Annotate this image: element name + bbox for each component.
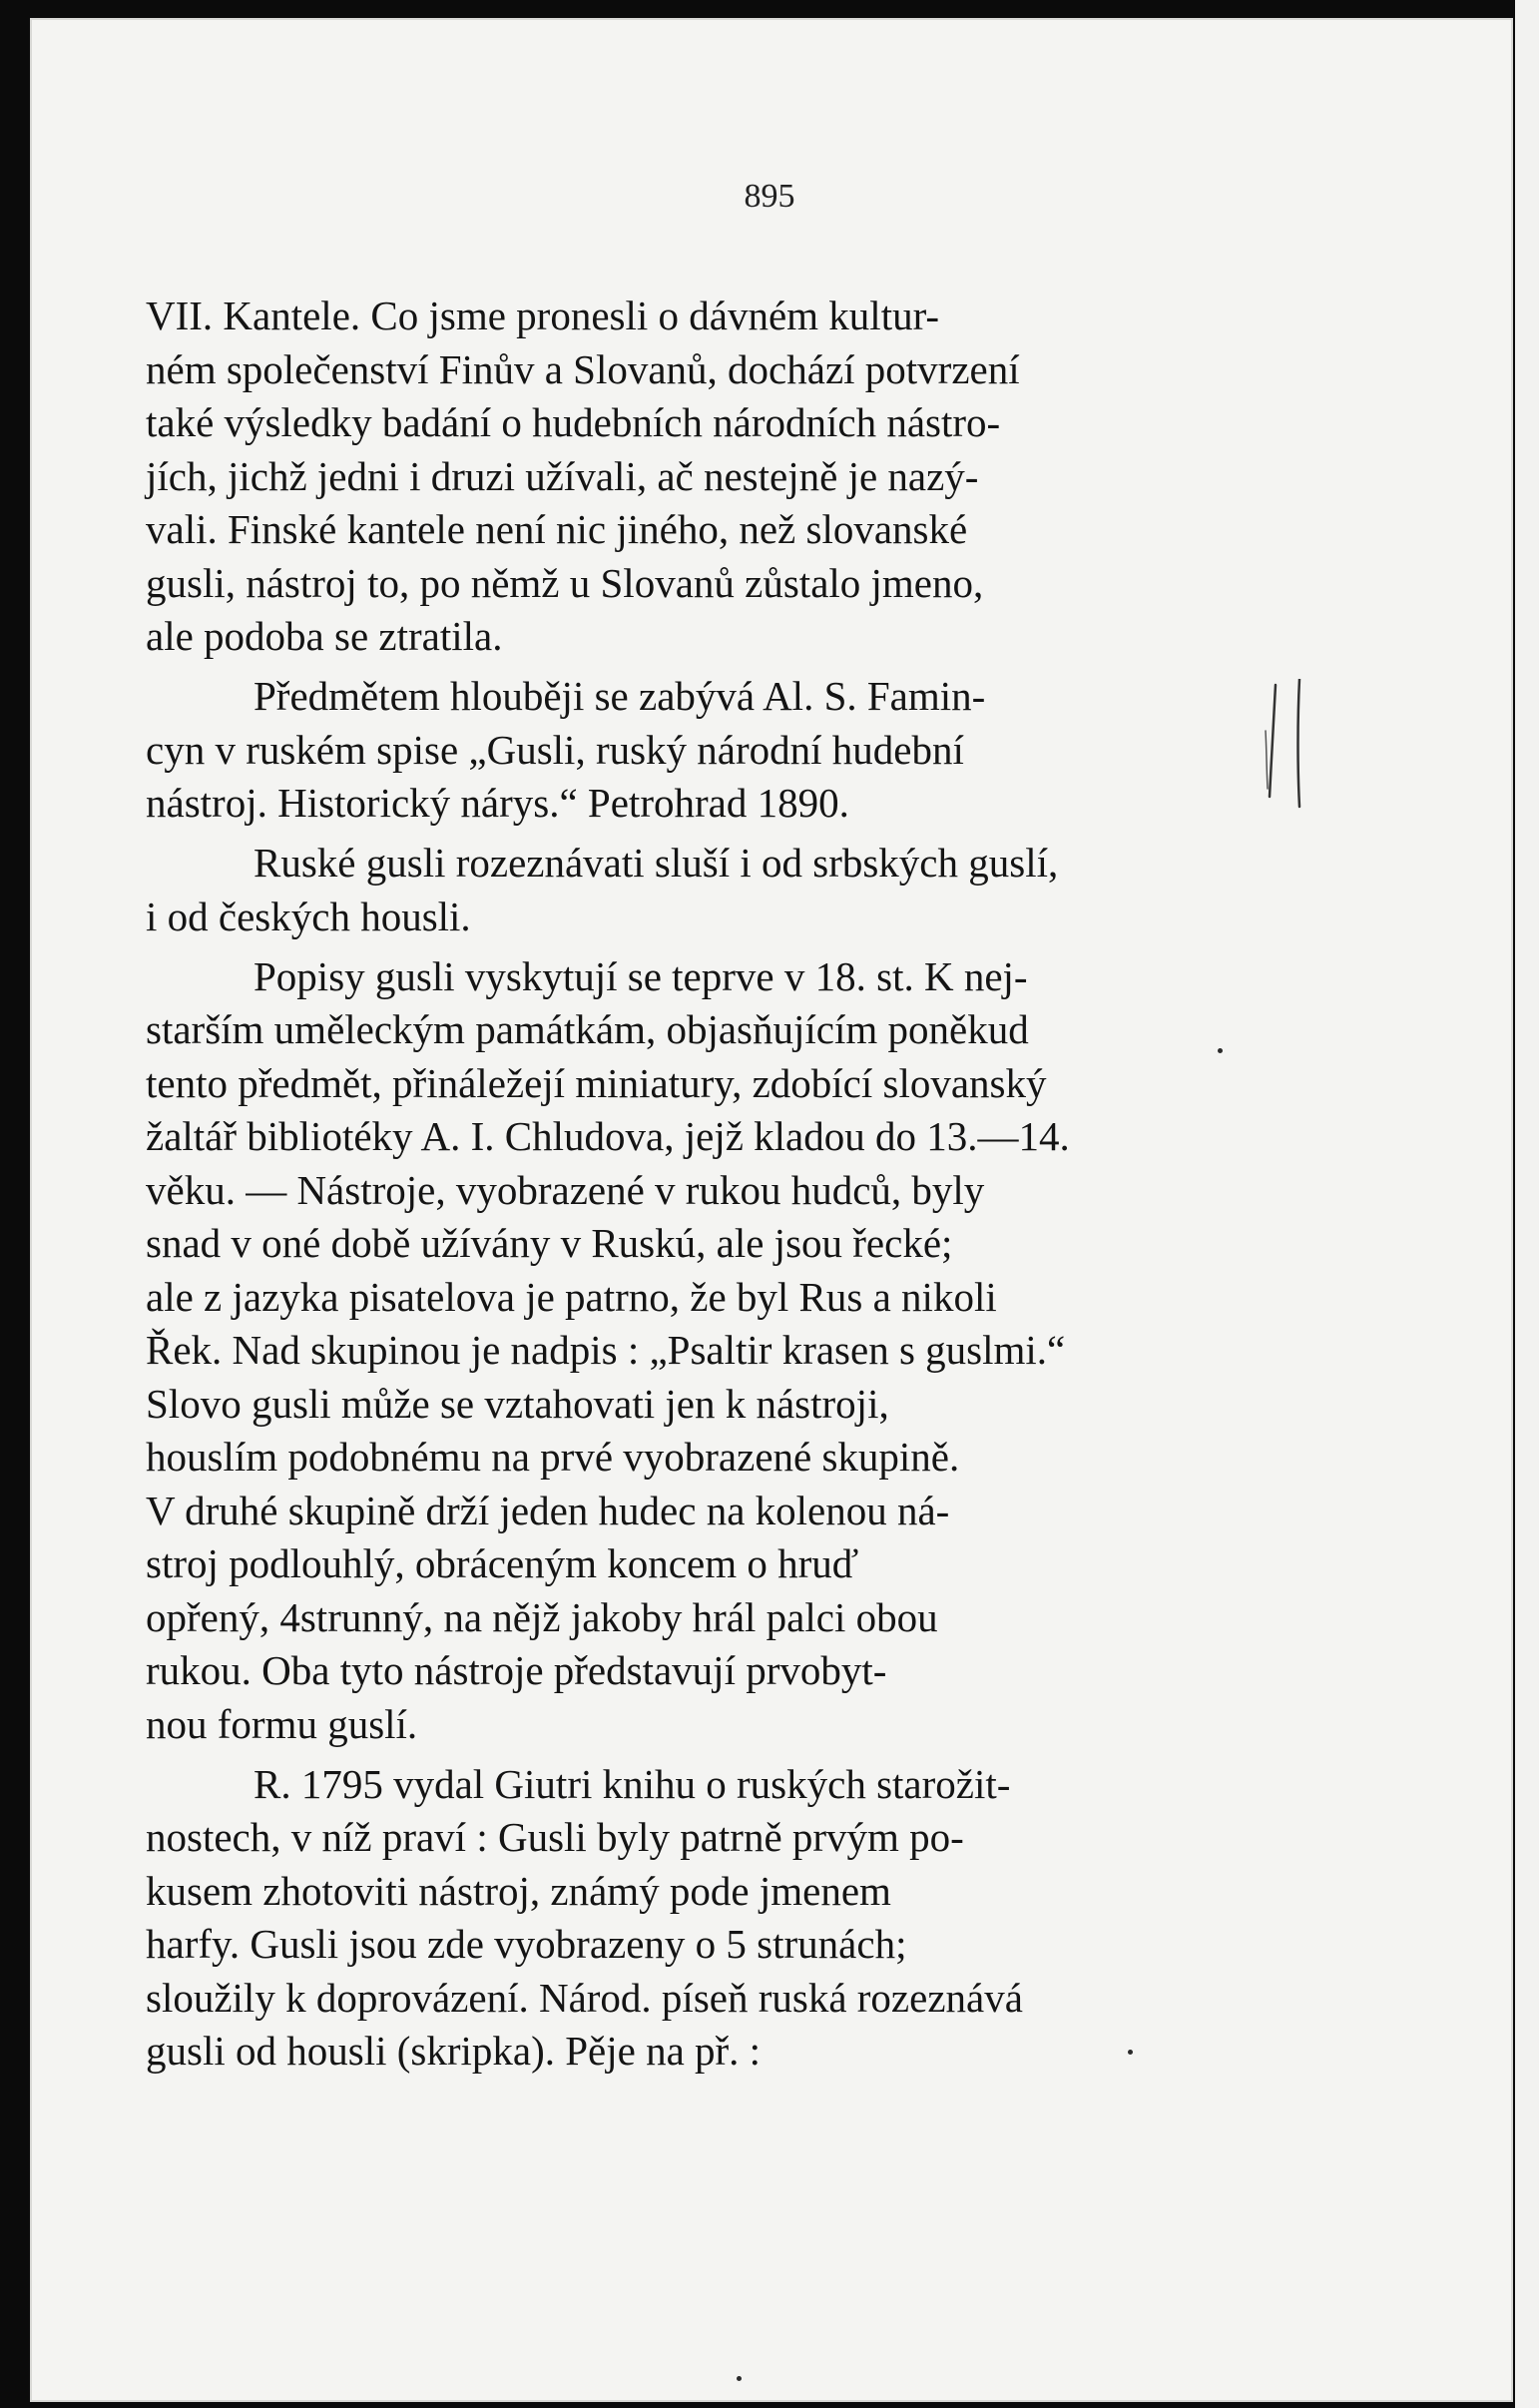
text-line: ale podoba se ztratila. [146,613,503,659]
paragraph-ruske-gusli [146,837,1230,943]
margin-pencil-mark [1248,679,1317,819]
text-line: harfy. Gusli jsou zde vyobrazeny o 5 strunách; [146,1921,907,1967]
text-line: nostech, v níž praví : Gusli byly patrně prvým po- [146,1814,964,1860]
text-line: Řek. Nad skupinou je nadpis : „Psaltir krasen s guslmi.“ [146,1327,1066,1373]
paragraph-giutri [146,1758,1230,2079]
text-line: rukou. Oba tyto nástroje představují prvobyt- [146,1647,887,1693]
paragraph-famincyn [146,670,1230,831]
page-edge [1515,0,1539,2408]
text-line: gusli, nástroj to, po němž u Slovanů zůstalo jmeno, [146,559,984,606]
text-line: opřený, 4strunný, na nějž jakoby hrál palci obou [146,1593,938,1640]
text-line: gusli od housli (skripka). Pěje na př. : [146,2028,762,2074]
text-line: ale z jazyka pisatelova je patrno, že byl Rus a nikoli [146,1273,997,1320]
margin-pencil-mark-drawing [1248,679,1317,819]
page-number: 895 [744,178,795,215]
text-line: vali. Finské kantele není nic jiného, než slovanské [146,506,968,552]
text-line: Slovo gusli může se vztahovati jen k nástroji, [146,1380,889,1427]
text-line: nástroj. Historický nárys.“ Petrohrad 1890. [146,780,849,826]
text-line: stroj podlouhlý, obráceným koncem o hruď [146,1540,859,1586]
text-line: sloužily k doprovázení. Národ. píseň ruská rozeznává [146,1974,1023,2021]
text-line: VII. Kantele. Co jsme pronesli o dávném kultur- [146,293,940,338]
text-line: houslím podobnému na prvé vyobrazené skupině. [146,1434,960,1480]
text-line: i od českých housli. [146,893,471,939]
text-line: snad v oné době užívány v Ruskú, ale jsou řecké; [146,1220,953,1266]
paragraph-kantele [146,290,1230,664]
stray-mark [737,2376,742,2381]
text-line: ném společenství Finův a Slovanů, dochází potvrzení [146,345,1020,392]
text-line: cyn v ruském spise „Gusli, ruský národní hudební [146,726,964,773]
text-line: nou formu guslí. [146,1700,418,1747]
text-line: také výsledky badání o hudebních národních nástro- [146,399,1001,445]
text-line: V druhé skupině drží jeden hudec na kolenou ná- [146,1487,950,1533]
text-line: Předmětem hlouběji se zabývá Al. S. Famin- [254,673,986,719]
paragraph-popisy [146,950,1230,1752]
text-line: R. 1795 vydal Giutri knihu o ruských starožit- [254,1760,1011,1807]
text-line: kusem zhotoviti nástroj, známý pode jmenem [146,1867,891,1914]
text-line: starším uměleckým památkám, objasňujícím poněkud [146,1006,1029,1052]
text-line: žaltář bibliotéky A. I. Chludova, jejž kladou do 13.—14. [146,1113,1070,1159]
text-line: Ruské gusli rozeznávati sluší i od srbských guslí, [254,840,1059,886]
text-line: jích, jichž jedni i druzi užívali, ač nestejně je nazý- [146,452,979,499]
text-line: Popisy gusli vyskytují se teprve v 18. st. K nej- [254,952,1028,999]
text-line: tento předmět, přináležejí miniatury, zdobící slovanský [146,1059,1047,1106]
body-text [146,290,1230,2080]
text-line: věku. — Nástroje, vyobrazené v rukou hudců, byly [146,1166,985,1213]
